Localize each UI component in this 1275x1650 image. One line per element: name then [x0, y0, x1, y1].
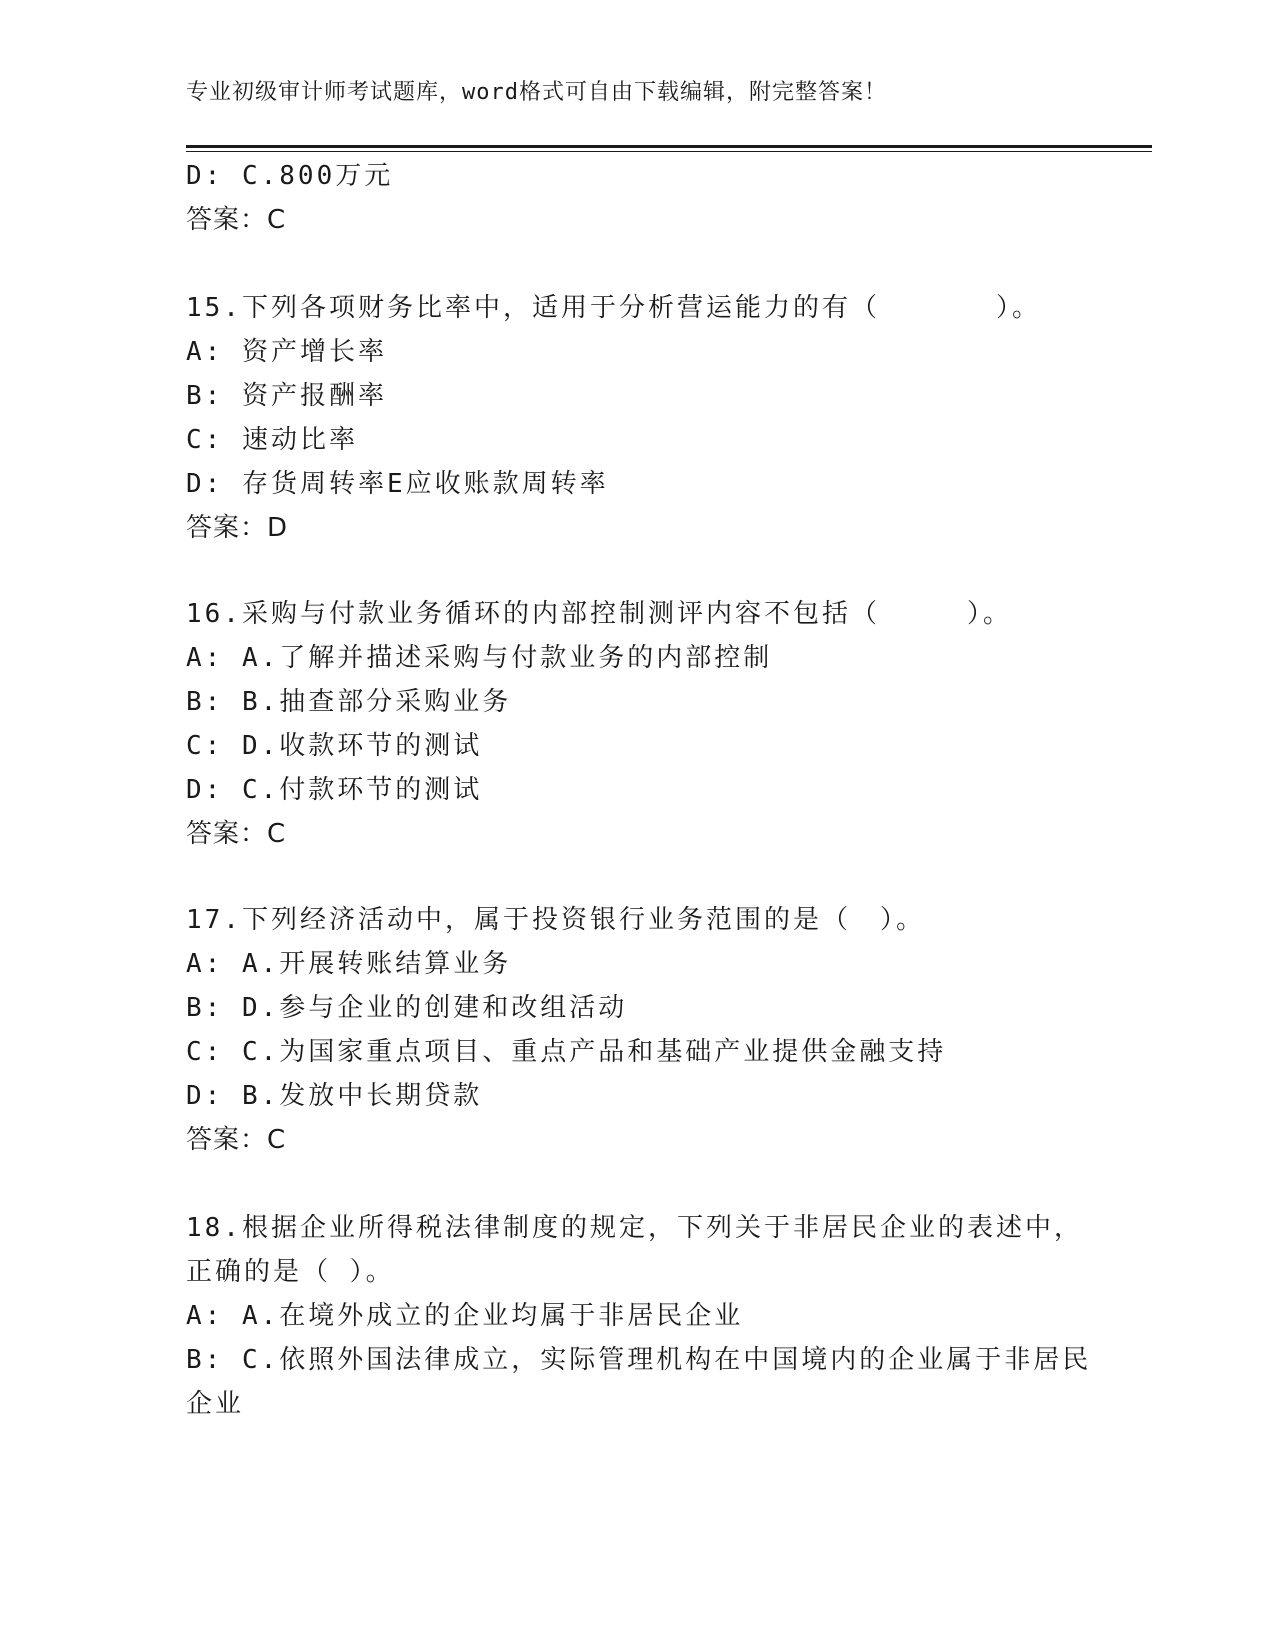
option-c: C: C.为国家重点项目、重点产品和基础产业提供金融支持 [186, 1037, 947, 1067]
option-b-continued: 企业 [186, 1389, 245, 1419]
question-stem-continued: 正确的是（ ）。 [186, 1257, 395, 1287]
question-stem: 15.下列各项财务比率中，适用于分析营运能力的有（ ）。 [186, 293, 1041, 323]
answer: 答案：C [186, 819, 287, 849]
option-b: B: C.依照外国法律成立，实际管理机构在中国境内的企业属于非居民 [186, 1345, 1092, 1375]
question-stem: 17.下列经济活动中，属于投资银行业务范围的是（ ）。 [186, 905, 925, 935]
answer: 答案：C [186, 205, 287, 235]
option-d: D: B.发放中长期贷款 [186, 1081, 483, 1111]
answer: 答案：D [186, 513, 289, 543]
option-d: D: 存货周转率E应收账款周转率 [186, 469, 609, 499]
page-header: 专业初级审计师考试题库，word格式可自由下载编辑，附完整答案！ [186, 80, 887, 105]
option-a: A: A.开展转账结算业务 [186, 949, 512, 979]
option-b: B: 资产报酬率 [186, 381, 387, 411]
header-rule-thin [186, 151, 1152, 152]
header-rule-thick [186, 145, 1152, 148]
option-b: B: B.抽查部分采购业务 [186, 687, 512, 717]
option-b: B: D.参与企业的创建和改组活动 [186, 993, 628, 1023]
question-stem: 16.采购与付款业务循环的内部控制测评内容不包括（ ）。 [186, 599, 1012, 629]
option-d: D: C.付款环节的测试 [186, 775, 483, 805]
question-stem: 18.根据企业所得税法律制度的规定，下列关于非居民企业的表述中， [186, 1213, 1083, 1243]
option-c: C: D.收款环节的测试 [186, 731, 483, 761]
option-a: A: A.了解并描述采购与付款业务的内部控制 [186, 643, 773, 673]
option-c: C: 速动比率 [186, 425, 358, 455]
answer: 答案：C [186, 1125, 287, 1155]
option-d: D: C.800万元 [186, 161, 394, 191]
option-a: A: 资产增长率 [186, 337, 387, 367]
option-a: A: A.在境外成立的企业均属于非居民企业 [186, 1301, 744, 1331]
